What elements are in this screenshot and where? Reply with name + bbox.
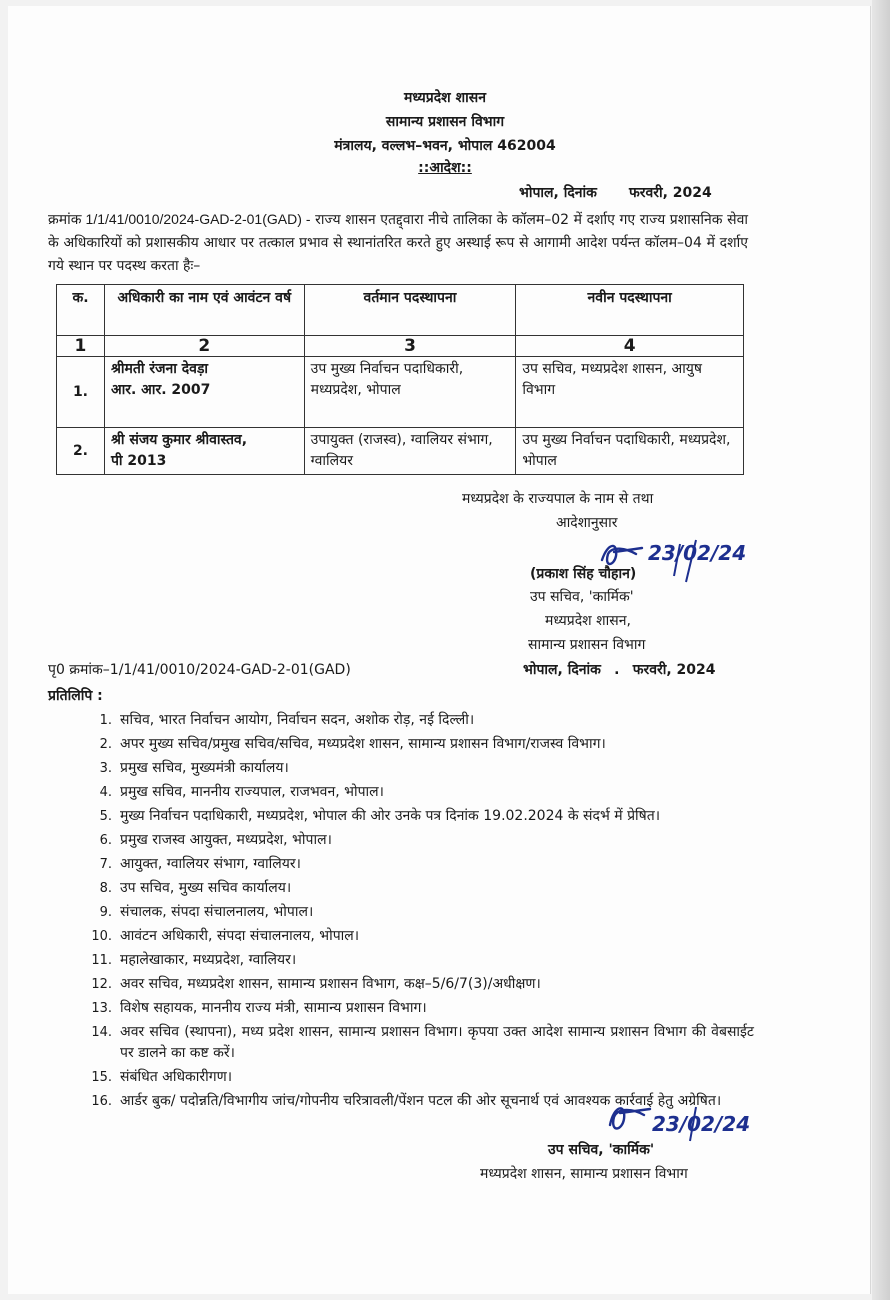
list-item-text: आर्डर बुक/ पदोन्नति/विभागीय जांच/गोपनीय चरित्रावली/पेंशन पटल की ओर सूचनार्थ एवं आवश्यक कार्रवाई हेतु अग्रेषित।: [120, 1093, 722, 1109]
table-column-number-row: [57, 336, 744, 357]
authority-line2: आदेशानुसार: [556, 515, 618, 531]
list-item-text: अपर मुख्य सचिव/प्रमुख सचिव/सचिव, मध्यप्रदेश शासन, सामान्य प्रशासन विभाग/राजस्व विभाग।: [120, 736, 606, 752]
list-item-number: 9.: [99, 905, 112, 920]
signatory-govt: मध्यप्रदेश शासन,: [545, 613, 631, 629]
list-item-number: 16.: [91, 1094, 112, 1109]
list-item: [84, 950, 754, 971]
endorsement-month-year: फरवरी, 2024: [632, 662, 716, 678]
list-item: [84, 974, 754, 995]
list-item-text: विशेष सहायक, माननीय राज्य मंत्री, सामान्य प्रशासन विभाग।: [120, 1000, 427, 1016]
order-paragraph: [48, 208, 748, 278]
list-item-number: 15.: [91, 1070, 112, 1085]
order-dateline: [519, 183, 712, 202]
list-item: [84, 998, 754, 1019]
list-item-number: 6.: [99, 833, 112, 848]
table-header-row: [57, 285, 744, 336]
header-department: सामान्य प्रशासन विभाग: [385, 114, 505, 130]
list-item-number: 10.: [91, 929, 112, 944]
endorsement-dept: मध्यप्रदेश शासन, सामान्य प्रशासन विभाग: [480, 1166, 688, 1182]
col-header-current: वर्तमान पदस्थापना: [304, 285, 516, 336]
list-item-number: 12.: [91, 977, 112, 992]
officer-batch: आर. आर. 2007: [110, 382, 211, 398]
list-item: [84, 926, 754, 947]
officer-name: श्री संजय कुमार श्रीवास्तव,: [110, 432, 248, 448]
copy-label: प्रतिलिपि :: [48, 688, 103, 704]
endorsement-ref: पृ0 क्रमांक–1/1/41/0010/2024-GAD-2-01(GAD): [48, 662, 351, 678]
order-ref: क्रमांक 1/1/41/0010/2024-GAD-2-01(GAD) -: [48, 211, 311, 227]
copy-list: [84, 710, 754, 1115]
list-item-number: 8.: [99, 881, 112, 896]
list-item: [84, 734, 754, 755]
officer-name: श्रीमती रंजना देवड़ा: [110, 361, 209, 377]
header-govt: मध्यप्रदेश शासन: [404, 90, 486, 106]
list-item: [84, 830, 754, 851]
list-item-number: 5.: [99, 809, 112, 824]
list-item-text: महालेखाकार, मध्यप्रदेश, ग्वालियर।: [120, 952, 297, 968]
list-item-number: 3.: [99, 761, 112, 776]
row-current-posting: उपायुक्त (राजस्व), ग्वालियर संभाग, ग्वालियर: [304, 428, 516, 475]
table-row: [57, 357, 744, 428]
col-number: 1: [57, 336, 105, 357]
list-item-text: सचिव, भारत निर्वाचन आयोग, निर्वाचन सदन, अशोक रोड़, नई दिल्ली।: [120, 712, 475, 728]
list-item: [84, 854, 754, 875]
transfer-table: [56, 284, 744, 475]
row-officer: [104, 428, 304, 475]
header-address: मंत्रालय, वल्लभ–भवन, भोपाल 462004: [334, 138, 556, 154]
signatory-designation: उप सचिव, 'कार्मिक': [530, 589, 634, 605]
list-item: [84, 902, 754, 923]
list-item-text: आवंटन अधिकारी, संपदा संचालनालय, भोपाल।: [120, 928, 360, 944]
col-header-new: नवीन पदस्थापना: [516, 285, 744, 336]
endorsement-dateline: [523, 660, 716, 679]
header-order-title: ::आदेश::: [418, 160, 472, 176]
list-item-number: 2.: [99, 737, 112, 752]
list-item: [84, 1022, 754, 1064]
list-item-number: 4.: [99, 785, 112, 800]
list-item: [84, 878, 754, 899]
list-item-number: 13.: [91, 1001, 112, 1016]
row-new-posting: उप सचिव, मध्यप्रदेश शासन, आयुष विभाग: [516, 357, 744, 428]
order-body: राज्य शासन एतद्द्वारा नीचे तालिका के कॉलम–02 में दर्शाए गए राज्य प्रशासनिक सेवा के अधिकारियों को प्रशासकीय आधार पर तत्काल प्रभाव से स्थानांतरित करते हुए अस्थाई रूप से आगामी आदेश पर्यन्त कॉलम–04 में दर्शाए गये स्थान पर पदस्थ करता हैः–: [48, 212, 748, 274]
order-month-year: फरवरी, 2024: [628, 185, 712, 201]
list-item: [84, 806, 754, 827]
col-number: 4: [516, 336, 744, 357]
scan-edge: [872, 0, 890, 1300]
row-officer: [104, 357, 304, 428]
list-item-text: उप सचिव, मुख्य सचिव कार्यालय।: [120, 880, 292, 896]
list-item: [84, 758, 754, 779]
officer-batch: पी 2013: [110, 453, 167, 469]
endorsement-date-label: भोपाल, दिनांक: [523, 662, 601, 678]
row-sn: 2.: [57, 428, 105, 475]
list-item-text: अवर सचिव (स्थापना), मध्य प्रदेश शासन, सामान्य प्रशासन विभाग। कृपया उक्त आदेश सामान्य प्रशासन विभाग की वेबसाईट पर डालने का कष्ट करें।: [120, 1024, 754, 1061]
list-item-text: संचालक, संपदा संचालनालय, भोपाल।: [120, 904, 314, 920]
order-date-label: भोपाल, दिनांक: [519, 185, 597, 201]
authority-line1: मध्यप्रदेश के राज्यपाल के नाम से तथा: [462, 491, 654, 507]
list-item-text: प्रमुख सचिव, माननीय राज्यपाल, राजभवन, भोपाल।: [120, 784, 384, 800]
row-new-posting: उप मुख्य निर्वाचन पदाधिकारी, मध्यप्रदेश, भोपाल: [516, 428, 744, 475]
signatory-dept: सामान्य प्रशासन विभाग: [528, 637, 646, 653]
list-item: [84, 710, 754, 731]
row-current-posting: उप मुख्य निर्वाचन पदाधिकारी, मध्यप्रदेश, भोपाल: [304, 357, 516, 428]
col-number: 2: [104, 336, 304, 357]
list-item-text: आयुक्त, ग्वालियर संभाग, ग्वालियर।: [120, 856, 301, 872]
signature-2-date: 23/02/24: [652, 1112, 751, 1136]
list-item-text: मुख्य निर्वाचन पदाधिकारी, मध्यप्रदेश, भोपाल की ओर उनके पत्र दिनांक 19.02.2024 के संदर्भ में प्रेषित।: [120, 808, 661, 824]
list-item-number: 11.: [91, 953, 112, 968]
list-item-text: संबंधित अधिकारीगण।: [120, 1069, 233, 1085]
list-item-number: 7.: [99, 857, 112, 872]
col-header-name: अधिकारी का नाम एवं आवंटन वर्ष: [104, 285, 304, 336]
list-item-number: 14.: [91, 1025, 112, 1040]
endorsement-designation: उप सचिव, 'कार्मिक': [548, 1142, 655, 1158]
col-number: 3: [304, 336, 516, 357]
list-item-text: प्रमुख सचिव, मुख्यमंत्री कार्यालय।: [120, 760, 289, 776]
signature-1-date: 23/02/24: [648, 541, 747, 565]
list-item-text: प्रमुख राजस्व आयुक्त, मध्यप्रदेश, भोपाल।: [120, 832, 332, 848]
list-item-number: 1.: [99, 713, 112, 728]
signatory-name: (प्रकाश सिंह चौहान): [530, 566, 637, 582]
col-header-sn: क.: [57, 285, 105, 336]
list-item-text: अवर सचिव, मध्यप्रदेश शासन, सामान्य प्रशासन विभाग, कक्ष–5/6/7(3)/अधीक्षण।: [120, 976, 541, 992]
row-sn: 1.: [57, 357, 105, 428]
table-row: [57, 428, 744, 475]
endorsement-date-dot: .: [614, 662, 620, 678]
list-item: [84, 782, 754, 803]
